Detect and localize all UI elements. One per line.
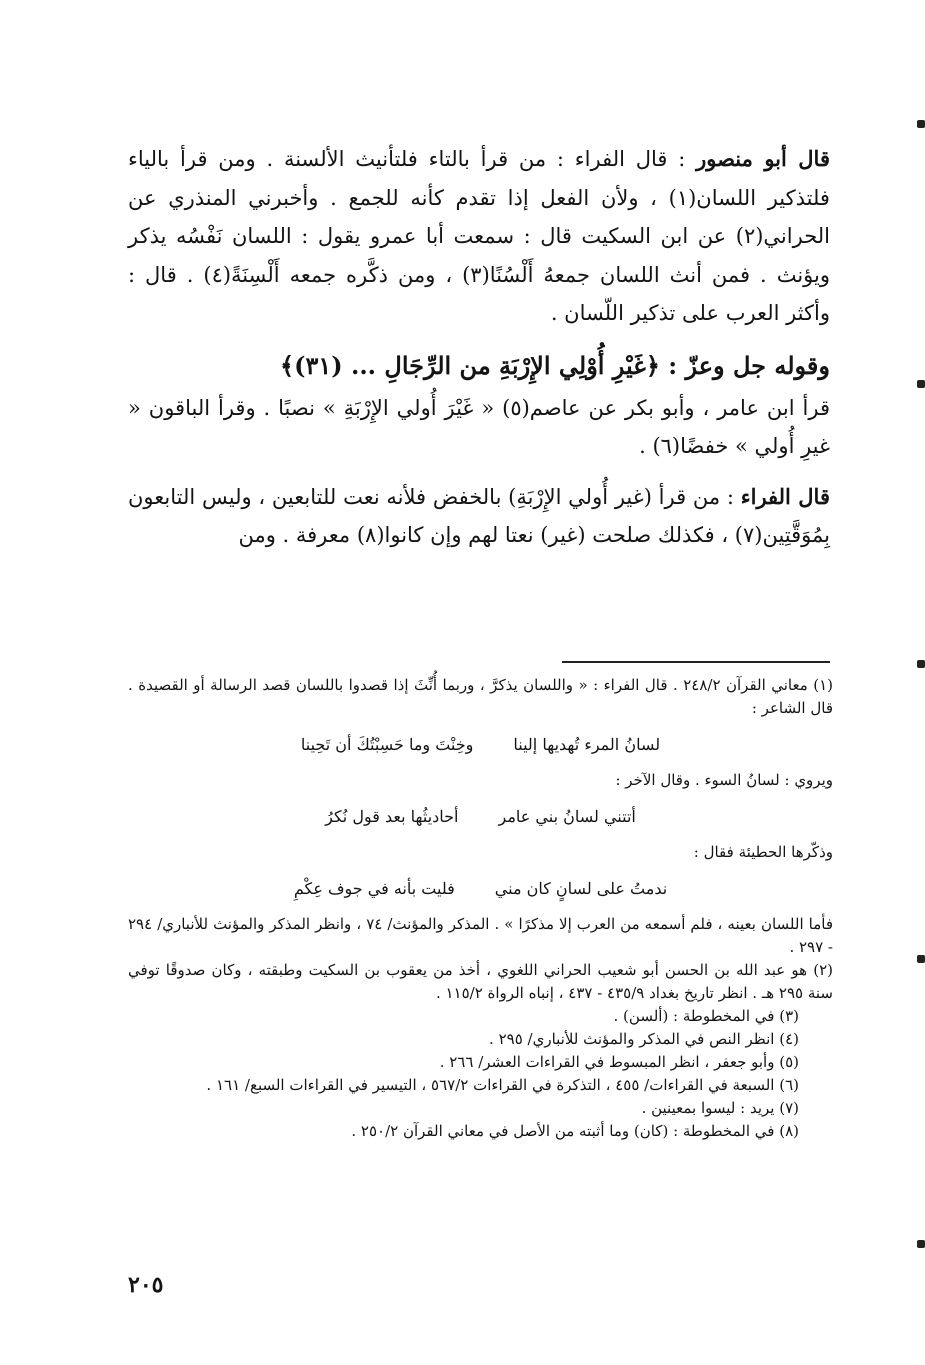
footnotes <box>128 674 833 1143</box>
footnote-5: (٥) وأبو جعفر ، انظر المبسوط في القراءات العشر/ ٢٦٦ . <box>439 1053 799 1071</box>
edge-mark <box>917 380 925 388</box>
footnote-separator <box>562 661 830 663</box>
footnote-4: (٤) انظر النص في المذكر والمؤنث للأنباري/ ٢٩٥ . <box>489 1030 799 1048</box>
footnote-6: (٦) السبعة في القراءات/ ٤٥٥ ، التذكرة في القراءات ٥٦٧/٢ ، التيسير في القراءات السبع/ ١٦١ . <box>206 1076 799 1094</box>
edge-mark <box>917 660 925 668</box>
poem-verse-3-first-hemistich: ندمتُ على لسانٍ كان مني <box>494 879 668 898</box>
poem-verse-3-second-hemistich: فليت بأنه في جوف عِكْمِ <box>293 879 455 898</box>
page-number: ٢٠٥ <box>128 1272 164 1298</box>
poem-verse-1 <box>128 733 833 756</box>
main-text <box>128 140 830 555</box>
verse-heading: وقوله جل وعزّ : ﴿غَيْرِ أُوْلِي الإِرْبَةِ من الرِّجَالِ ... (٣١)﴾ <box>280 350 830 380</box>
paragraph-3-text: : من قرأ (غير أُولي الإِرْبَةِ) بالخفض فلأنه نعت للتابعين ، وليس التابعون بِمُوَقَّتِين(٧) ، فكذلك صلحت (غير) نعتا لهم وإن كانوا(٨) معرفة . ومن <box>128 484 830 547</box>
footnote-8: (٨) في المخطوطة : (كان) وما أثبته من الأصل في معاني القرآن ٢٥٠/٢ . <box>351 1122 799 1140</box>
edge-mark <box>917 120 925 128</box>
paragraph-3-lead: قال الفراء <box>740 483 830 509</box>
footnote-1-conclusion: فأما اللسان بعينه ، فلم أسمعه من العرب إلا مذكرًا » . المذكر والمؤنث/ ٧٤ ، وانظر المذكر والمؤنث للأنباري/ ٢٩٤ - ٢٩٧ . <box>128 915 833 956</box>
paragraph-1-lead: قال أبو منصور <box>696 146 830 171</box>
poem-verse-3 <box>128 877 833 900</box>
footnote-1-variant: ويروي : لسانُ السوء . وقال الآخر : <box>615 771 833 789</box>
poem-verse-2-first-hemistich: أتتني لسانُ بني عامر <box>498 807 636 826</box>
paragraph-3 <box>128 478 830 555</box>
footnote-1-hutaya: وذكّرها الحطيئة فقال : <box>693 843 833 861</box>
footnote-2: (٢) هو عبد الله بن الحسن أبو شعيب الحراني اللغوي ، أخذ من يعقوب بن السكيت وطبقته ، وكان صدوقًا توفي سنة ٢٩٥ هـ . انظر تاريخ بغداد ٤٣٥/٩ - ٤٣٧ ، إنباه الرواة ١١٥/٢ . <box>128 961 833 1002</box>
paragraph-1 <box>128 140 830 333</box>
paragraph-2: قرأ ابن عامر ، وأبو بكر عن عاصم(٥) « غَيْرَ أُولي الإِرْبَةِ » نصبًا . وقرأ الباقون « غيرِ أُولي » خفضًا(٦) . <box>128 395 830 458</box>
footnote-7: (٧) يريد : ليسوا بمعينين . <box>641 1099 799 1117</box>
poem-verse-2 <box>128 805 833 828</box>
footnote-3: (٣) في المخطوطة : (ألسن) . <box>613 1007 799 1025</box>
footnote-1-intro: (١) معاني القرآن ٢٤٨/٢ . قال الفراء : « واللسان يذكرَّ ، وربما أُنِّثَ إذا قصدوا باللسان قصد الرسالة أو القصيدة . قال الشاعر : <box>128 676 833 717</box>
poem-verse-2-second-hemistich: أحاديثُها بعد قول نُكرُ <box>325 807 459 826</box>
edge-mark <box>917 955 925 963</box>
poem-verse-1-first-hemistich: لسانُ المرء تُهديها إلينا <box>513 735 661 754</box>
poem-verse-1-second-hemistich: وخِنْتَ وما حَسِبْتُكَ أن تَحِينا <box>300 735 474 754</box>
edge-mark <box>917 1240 925 1248</box>
paragraph-1-text: : قال الفراء : من قرأ بالتاء فلتأنيث الألسنة . ومن قرأ بالياء فلتذكير اللسان(١) ، ولأن الفعل إذا تقدم كأنه للجمع . وأخبرني المنذري عن الحراني(٢) عن ابن السكيت قال : سمعت أبا عمرو يقول : اللسان نَفْسُه يذكر ويؤنث . فمن أنث اللسان جمعهُ أَلْسُنًا(٣) ، ومن ذكَّره جمعه أَلْسِنَةً(٤) . قال : وأكثر العرب على تذكير اللّسان . <box>128 147 830 325</box>
